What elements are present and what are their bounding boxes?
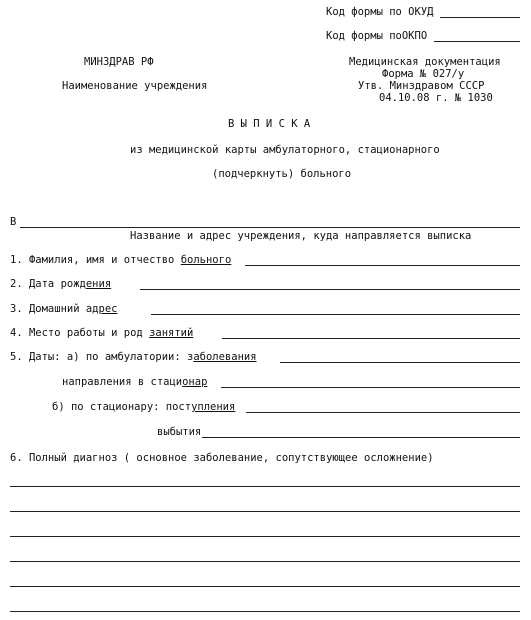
diagnosis-line[interactable] <box>10 561 520 562</box>
field-5a-label: 5. Даты: а) по амбулатории: заболевания <box>10 351 257 363</box>
order-date: 04.10.08 г. № 1030 <box>379 92 493 104</box>
approved-by: Утв. Минздравом СССР <box>358 80 485 92</box>
recipient-prefix: В <box>10 216 17 228</box>
okud-field[interactable] <box>440 17 520 18</box>
okpo-label: Код формы поОКПО <box>326 30 428 42</box>
field-5a-input[interactable] <box>280 362 520 363</box>
field-2-input[interactable] <box>140 289 520 290</box>
field-4-label: 4. Место работы и род занятий <box>10 327 194 339</box>
recipient-caption: Название и адрес учреждения, куда направляется выписка <box>130 230 472 242</box>
form-number: Форма № 027/у <box>382 68 465 80</box>
field-5a2-input[interactable] <box>221 387 520 388</box>
field-2-label: 2. Дата рождения <box>10 278 112 290</box>
field-3-input[interactable] <box>151 314 520 315</box>
diagnosis-line[interactable] <box>10 486 520 487</box>
title-line-3: (подчеркнуть) больного <box>212 168 352 180</box>
title-line-2: из медицинской карты амбулаторного, стационарного <box>130 144 440 156</box>
field-5b-input[interactable] <box>246 412 520 413</box>
field-1-input[interactable] <box>245 265 520 266</box>
med-doc-label: Медицинская документация <box>349 56 501 68</box>
recipient-field[interactable] <box>20 227 520 228</box>
diagnosis-line[interactable] <box>10 536 520 537</box>
document-title: В Ы П И С К А <box>228 118 311 130</box>
institution-label: Наименование учреждения <box>62 80 208 92</box>
diagnosis-line[interactable] <box>10 586 520 587</box>
field-1-label: 1. Фамилия, имя и отчество больного <box>10 254 232 266</box>
field-5a2-label: направления в стационар <box>62 376 208 388</box>
ministry-label: МИНЗДРАВ РФ <box>84 56 154 68</box>
field-5b2-input[interactable] <box>202 437 520 438</box>
diagnosis-line[interactable] <box>10 511 520 512</box>
field-4-input[interactable] <box>222 338 520 339</box>
okud-label: Код формы по ОКУД <box>326 6 434 18</box>
diagnosis-line[interactable] <box>10 611 520 612</box>
field-3-label: 3. Домашний адрес <box>10 303 118 315</box>
field-6-label: 6. Полный диагноз ( основное заболевание, сопутствующее осложнение) <box>10 452 434 464</box>
field-5b2-label: выбытия <box>157 426 202 438</box>
okpo-field[interactable] <box>434 41 520 42</box>
field-5b-label: б) по стационару: поступления <box>52 401 236 413</box>
